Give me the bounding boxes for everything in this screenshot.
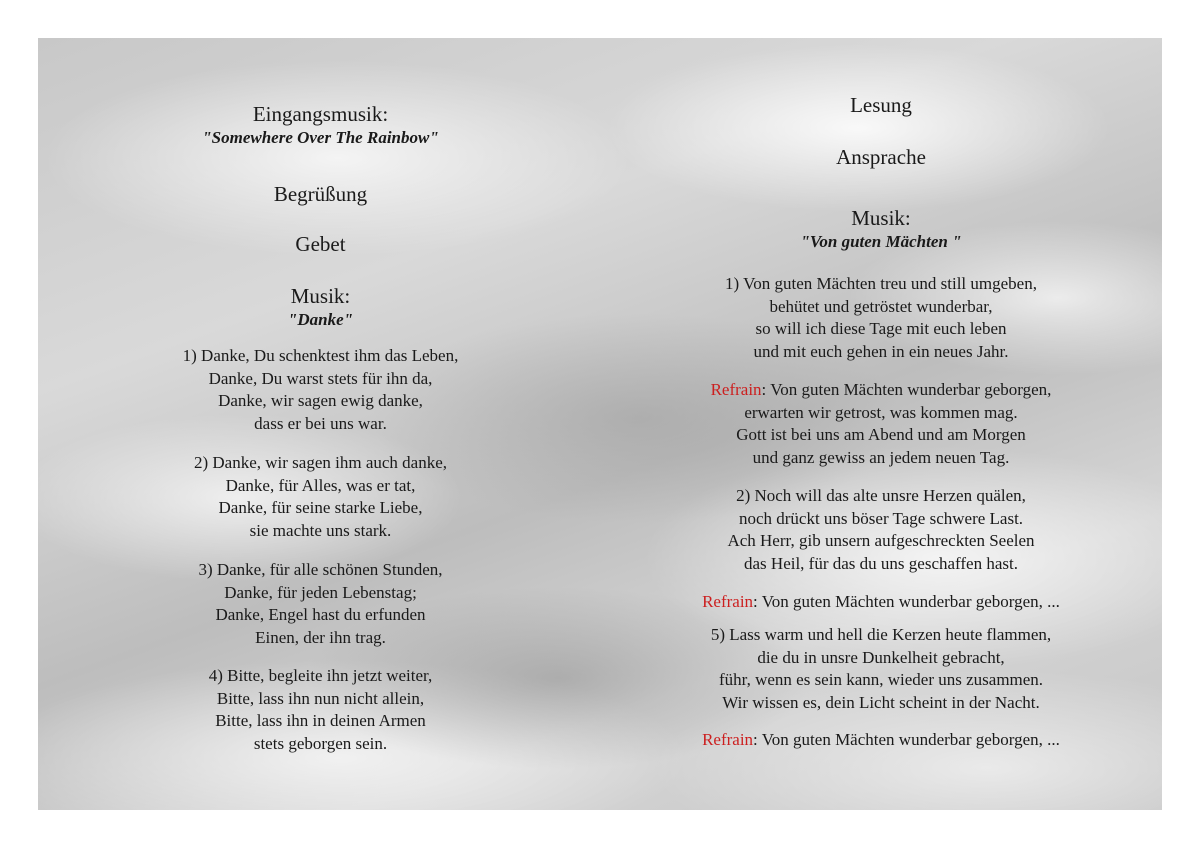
verse-line: führ, wenn es sein kann, wieder uns zusammen. bbox=[718, 670, 1044, 689]
verse-line: 3) Danke, für alle schönen Stunden, bbox=[198, 560, 443, 579]
opening-music-title: Eingangsmusik: bbox=[252, 102, 389, 126]
refrain-short-2 bbox=[666, 729, 1096, 752]
verse-line: Bitte, lass ihn in deinen Armen bbox=[215, 711, 426, 730]
refrain-short-1 bbox=[666, 591, 1096, 614]
reading-heading: Lesung bbox=[850, 93, 912, 117]
danke-verse-1 bbox=[128, 345, 513, 435]
hymn-verse-1 bbox=[666, 273, 1096, 363]
refrain-text: : Von guten Mächten wunderbar geborgen, ... bbox=[753, 592, 1060, 611]
refrain-label: Refrain bbox=[710, 380, 762, 399]
verse-line: 2) Noch will das alte unsre Herzen quälen, bbox=[736, 486, 1026, 505]
verse-line: 5) Lass warm und hell die Kerzen heute flammen, bbox=[710, 625, 1052, 644]
verse-line: Danke, Engel hast du erfunden bbox=[215, 605, 426, 624]
verse-line: das Heil, für das du uns geschaffen hast. bbox=[744, 553, 1018, 573]
verse-line: Gott ist bei uns am Abend und am Morgen bbox=[736, 425, 1026, 444]
verse-line: die du in unsre Dunkelheit gebracht, bbox=[757, 647, 1005, 667]
danke-verse-2 bbox=[128, 452, 513, 542]
verse-line: Danke, für seine starke Liebe, bbox=[218, 498, 423, 517]
refrain-full bbox=[666, 379, 1096, 469]
refrain-label: Refrain bbox=[702, 592, 754, 611]
verse-line: stets geborgen sein. bbox=[253, 733, 388, 753]
program-sheet bbox=[38, 38, 1162, 810]
verse-line: sie machte uns stark. bbox=[249, 520, 392, 540]
music-piece: "Von guten Mächten " bbox=[800, 232, 962, 251]
refrain-line bbox=[666, 729, 1096, 752]
refrain-line bbox=[666, 591, 1096, 614]
address-heading: Ansprache bbox=[836, 145, 926, 169]
verse-line: 4) Bitte, begleite ihn jetzt weiter, bbox=[208, 666, 433, 685]
verse-line: Danke, wir sagen ewig danke, bbox=[218, 391, 423, 410]
verse-line: Bitte, lass ihn nun nicht allein, bbox=[216, 688, 425, 708]
verse-line: erwarten wir getrost, was kommen mag. bbox=[744, 402, 1018, 422]
verse-line: noch drückt uns böser Tage schwere Last. bbox=[738, 508, 1024, 528]
prayer-heading: Gebet bbox=[295, 232, 346, 256]
verse-line: so will ich diese Tage mit euch leben bbox=[755, 319, 1007, 338]
hymn-verse-5 bbox=[666, 624, 1096, 714]
music-piece: "Danke" bbox=[287, 310, 354, 329]
verse-line: Einen, der ihn trag. bbox=[255, 627, 386, 647]
music-title: Musik: bbox=[290, 284, 351, 308]
verse-line: behütet und getröstet wunderbar, bbox=[769, 296, 993, 316]
verse-line: Ach Herr, gib unsern aufgeschreckten Seelen bbox=[727, 531, 1035, 550]
music-title: Musik: bbox=[851, 206, 911, 230]
verse-line: und ganz gewiss an jedem neuen Tag. bbox=[752, 447, 1010, 467]
opening-music-piece: "Somewhere Over The Rainbow" bbox=[202, 128, 439, 147]
hymn-verse-2 bbox=[666, 485, 1096, 575]
refrain-text: : Von guten Mächten wunderbar geborgen, bbox=[761, 380, 1052, 399]
verse-line: 1) Danke, Du schenktest ihm das Leben, bbox=[182, 346, 459, 365]
welcome-heading: Begrüßung bbox=[273, 182, 368, 206]
refrain-first-line bbox=[666, 379, 1096, 402]
verse-line: und mit euch gehen in ein neues Jahr. bbox=[753, 341, 1009, 361]
verse-line: Danke, für jeden Lebenstag; bbox=[224, 582, 417, 602]
danke-verse-4 bbox=[128, 665, 513, 755]
verse-line: 2) Danke, wir sagen ihm auch danke, bbox=[193, 453, 448, 472]
refrain-label: Refrain bbox=[702, 730, 754, 749]
verse-line: Wir wissen es, dein Licht scheint in der Nacht. bbox=[722, 692, 1040, 712]
danke-verse-3 bbox=[128, 559, 513, 649]
verse-line: Danke, für Alles, was er tat, bbox=[225, 475, 416, 495]
verse-line: 1) Von guten Mächten treu und still umgeben, bbox=[725, 274, 1037, 293]
verse-line: Danke, Du warst stets für ihn da, bbox=[208, 368, 433, 388]
verse-line: dass er bei uns war. bbox=[254, 413, 387, 433]
refrain-text: : Von guten Mächten wunderbar geborgen, ... bbox=[753, 730, 1060, 749]
